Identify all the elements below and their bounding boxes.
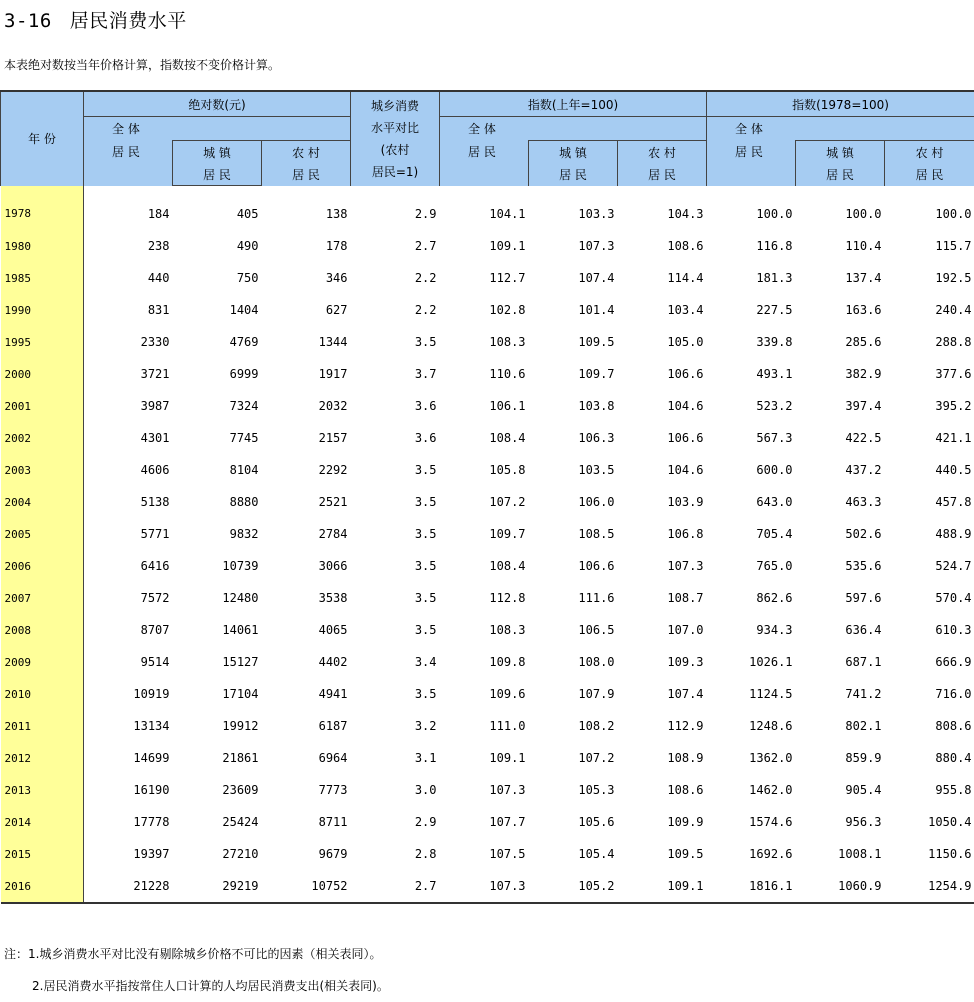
value-cell: 502.6 <box>796 518 885 550</box>
rural-header: 农 村 <box>262 141 351 164</box>
value-cell: 862.6 <box>707 582 796 614</box>
value-cell: 3.5 <box>351 326 440 358</box>
value-cell: 107.3 <box>440 870 529 903</box>
value-cell: 105.0 <box>618 326 707 358</box>
value-cell: 3987 <box>84 390 173 422</box>
value-cell: 3721 <box>84 358 173 390</box>
value-cell: 108.5 <box>529 518 618 550</box>
value-cell: 112.8 <box>440 582 529 614</box>
value-cell: 2.8 <box>351 838 440 870</box>
value-cell: 107.0 <box>618 614 707 646</box>
value-cell: 3.5 <box>351 550 440 582</box>
all-header-2: 居 民 <box>84 141 173 186</box>
value-cell: 955.8 <box>885 774 974 806</box>
year-cell: 2013 <box>1 774 84 806</box>
value-cell: 397.4 <box>796 390 885 422</box>
table-row <box>1 838 974 870</box>
table-row <box>1 774 974 806</box>
value-cell: 3538 <box>262 582 351 614</box>
value-cell: 107.2 <box>529 742 618 774</box>
absolute-header: 绝对数(元) <box>84 91 351 117</box>
ratio-header: 城乡消费 水平对比 (农村 居民=1) <box>351 91 440 186</box>
value-cell: 750 <box>173 262 262 294</box>
value-cell: 3.5 <box>351 486 440 518</box>
value-cell: 8880 <box>173 486 262 518</box>
value-cell: 3.5 <box>351 454 440 486</box>
value-cell: 181.3 <box>707 262 796 294</box>
value-cell: 240.4 <box>885 294 974 326</box>
value-cell: 716.0 <box>885 678 974 710</box>
rural-header: 农 村 <box>885 141 974 164</box>
all-header-1: 全 体 <box>440 117 707 141</box>
value-cell: 1254.9 <box>885 870 974 903</box>
value-cell: 2157 <box>262 422 351 454</box>
value-cell: 29219 <box>173 870 262 903</box>
value-cell: 493.1 <box>707 358 796 390</box>
value-cell: 1026.1 <box>707 646 796 678</box>
value-cell: 440.5 <box>885 454 974 486</box>
value-cell: 1462.0 <box>707 774 796 806</box>
value-cell: 107.4 <box>618 678 707 710</box>
value-cell: 110.6 <box>440 358 529 390</box>
value-cell: 1124.5 <box>707 678 796 710</box>
value-cell: 2.9 <box>351 806 440 838</box>
value-cell: 21861 <box>173 742 262 774</box>
value-cell: 106.0 <box>529 486 618 518</box>
table-row <box>1 262 974 294</box>
year-cell: 1980 <box>1 230 84 262</box>
value-cell: 137.4 <box>796 262 885 294</box>
value-cell: 4065 <box>262 614 351 646</box>
value-cell: 567.3 <box>707 422 796 454</box>
value-cell: 7745 <box>173 422 262 454</box>
value-cell: 109.1 <box>618 870 707 903</box>
value-cell: 7773 <box>262 774 351 806</box>
value-cell: 437.2 <box>796 454 885 486</box>
value-cell: 107.4 <box>529 262 618 294</box>
year-cell: 2005 <box>1 518 84 550</box>
value-cell: 600.0 <box>707 454 796 486</box>
urban-header: 城 镇 <box>173 141 262 164</box>
value-cell: 112.7 <box>440 262 529 294</box>
table-subtitle: 本表绝对数按当年价格计算，指数按不变价格计算。 <box>4 56 280 73</box>
rural-header-2: 居 民 <box>618 163 707 186</box>
table-row <box>1 646 974 678</box>
table-row <box>1 186 974 231</box>
value-cell: 103.3 <box>529 186 618 231</box>
value-cell: 7572 <box>84 582 173 614</box>
urban-header: 城 镇 <box>529 141 618 164</box>
value-cell: 405 <box>173 186 262 231</box>
value-cell: 597.6 <box>796 582 885 614</box>
value-cell: 107.3 <box>618 550 707 582</box>
value-cell: 288.8 <box>885 326 974 358</box>
year-cell: 2010 <box>1 678 84 710</box>
table-row <box>1 710 974 742</box>
value-cell: 8711 <box>262 806 351 838</box>
value-cell: 4941 <box>262 678 351 710</box>
value-cell: 2.9 <box>351 186 440 231</box>
table-row <box>1 454 974 486</box>
value-cell: 880.4 <box>885 742 974 774</box>
table-row <box>1 582 974 614</box>
value-cell: 192.5 <box>885 262 974 294</box>
table-body <box>1 186 974 904</box>
value-cell: 101.4 <box>529 294 618 326</box>
year-cell: 2016 <box>1 870 84 903</box>
value-cell: 705.4 <box>707 518 796 550</box>
value-cell: 105.8 <box>440 454 529 486</box>
value-cell: 956.3 <box>796 806 885 838</box>
value-cell: 138 <box>262 186 351 231</box>
value-cell: 1150.6 <box>885 838 974 870</box>
value-cell: 3.0 <box>351 774 440 806</box>
value-cell: 109.5 <box>529 326 618 358</box>
table-row <box>1 294 974 326</box>
value-cell: 100.0 <box>796 186 885 231</box>
value-cell: 109.6 <box>440 678 529 710</box>
footnote-2: 2.居民消费水平指按常住人口计算的人均居民消费支出(相关表同)。 <box>4 970 389 1002</box>
value-cell: 106.6 <box>618 358 707 390</box>
value-cell: 3.4 <box>351 646 440 678</box>
value-cell: 488.9 <box>885 518 974 550</box>
table-row <box>1 806 974 838</box>
rural-header-2: 居 民 <box>262 163 351 186</box>
value-cell: 3.6 <box>351 390 440 422</box>
value-cell: 3.6 <box>351 422 440 454</box>
value-cell: 116.8 <box>707 230 796 262</box>
value-cell: 2330 <box>84 326 173 358</box>
value-cell: 636.4 <box>796 614 885 646</box>
value-cell: 107.9 <box>529 678 618 710</box>
value-cell: 1574.6 <box>707 806 796 838</box>
value-cell: 109.7 <box>529 358 618 390</box>
value-cell: 107.5 <box>440 838 529 870</box>
value-cell: 109.1 <box>440 230 529 262</box>
value-cell: 109.1 <box>440 742 529 774</box>
value-cell: 105.4 <box>529 838 618 870</box>
year-cell: 2015 <box>1 838 84 870</box>
value-cell: 104.1 <box>440 186 529 231</box>
value-cell: 106.5 <box>529 614 618 646</box>
value-cell: 1060.9 <box>796 870 885 903</box>
value-cell: 524.7 <box>885 550 974 582</box>
value-cell: 23609 <box>173 774 262 806</box>
value-cell: 3.5 <box>351 614 440 646</box>
value-cell: 14699 <box>84 742 173 774</box>
value-cell: 3.5 <box>351 518 440 550</box>
value-cell: 104.6 <box>618 454 707 486</box>
value-cell: 2.2 <box>351 262 440 294</box>
value-cell: 10739 <box>173 550 262 582</box>
value-cell: 3.5 <box>351 582 440 614</box>
value-cell: 859.9 <box>796 742 885 774</box>
value-cell: 14061 <box>173 614 262 646</box>
year-cell: 2011 <box>1 710 84 742</box>
value-cell: 1248.6 <box>707 710 796 742</box>
value-cell: 382.9 <box>796 358 885 390</box>
value-cell: 1917 <box>262 358 351 390</box>
value-cell: 12480 <box>173 582 262 614</box>
value-cell: 905.4 <box>796 774 885 806</box>
value-cell: 111.0 <box>440 710 529 742</box>
value-cell: 339.8 <box>707 326 796 358</box>
year-cell: 2008 <box>1 614 84 646</box>
year-cell: 2001 <box>1 390 84 422</box>
value-cell: 1404 <box>173 294 262 326</box>
table-row <box>1 230 974 262</box>
value-cell: 346 <box>262 262 351 294</box>
value-cell: 1050.4 <box>885 806 974 838</box>
value-cell: 2292 <box>262 454 351 486</box>
all-header-2: 居 民 <box>440 141 529 186</box>
value-cell: 2.2 <box>351 294 440 326</box>
consumption-table <box>0 90 974 904</box>
value-cell: 6964 <box>262 742 351 774</box>
value-cell: 105.2 <box>529 870 618 903</box>
value-cell: 108.4 <box>440 550 529 582</box>
value-cell: 8707 <box>84 614 173 646</box>
value-cell: 377.6 <box>885 358 974 390</box>
year-cell: 2009 <box>1 646 84 678</box>
rural-header-2: 居 民 <box>885 163 974 186</box>
table-number: 3-16 <box>4 10 52 32</box>
year-header: 年 份 <box>1 91 84 186</box>
value-cell: 13134 <box>84 710 173 742</box>
value-cell: 934.3 <box>707 614 796 646</box>
value-cell: 7324 <box>173 390 262 422</box>
all-header-2: 居 民 <box>707 141 796 186</box>
value-cell: 107.7 <box>440 806 529 838</box>
table-row <box>1 678 974 710</box>
value-cell: 103.9 <box>618 486 707 518</box>
value-cell: 105.6 <box>529 806 618 838</box>
value-cell: 9679 <box>262 838 351 870</box>
table-row <box>1 422 974 454</box>
value-cell: 440 <box>84 262 173 294</box>
value-cell: 535.6 <box>796 550 885 582</box>
all-header-1: 全 体 <box>84 117 351 141</box>
value-cell: 627 <box>262 294 351 326</box>
value-cell: 108.9 <box>618 742 707 774</box>
value-cell: 112.9 <box>618 710 707 742</box>
value-cell: 5771 <box>84 518 173 550</box>
year-cell: 1985 <box>1 262 84 294</box>
value-cell: 2.7 <box>351 230 440 262</box>
urban-header: 城 镇 <box>796 141 885 164</box>
value-cell: 27210 <box>173 838 262 870</box>
value-cell: 4402 <box>262 646 351 678</box>
value-cell: 1816.1 <box>707 870 796 903</box>
year-cell: 1995 <box>1 326 84 358</box>
value-cell: 25424 <box>173 806 262 838</box>
value-cell: 10919 <box>84 678 173 710</box>
value-cell: 2.7 <box>351 870 440 903</box>
value-cell: 802.1 <box>796 710 885 742</box>
value-cell: 103.8 <box>529 390 618 422</box>
value-cell: 15127 <box>173 646 262 678</box>
value-cell: 421.1 <box>885 422 974 454</box>
value-cell: 178 <box>262 230 351 262</box>
value-cell: 1344 <box>262 326 351 358</box>
rural-header: 农 村 <box>618 141 707 164</box>
value-cell: 100.0 <box>707 186 796 231</box>
year-cell: 2004 <box>1 486 84 518</box>
value-cell: 741.2 <box>796 678 885 710</box>
value-cell: 104.6 <box>618 390 707 422</box>
value-cell: 111.6 <box>529 582 618 614</box>
value-cell: 4606 <box>84 454 173 486</box>
value-cell: 1692.6 <box>707 838 796 870</box>
value-cell: 106.6 <box>529 550 618 582</box>
value-cell: 422.5 <box>796 422 885 454</box>
table-row <box>1 742 974 774</box>
value-cell: 114.4 <box>618 262 707 294</box>
value-cell: 523.2 <box>707 390 796 422</box>
value-cell: 5138 <box>84 486 173 518</box>
value-cell: 108.0 <box>529 646 618 678</box>
value-cell: 108.2 <box>529 710 618 742</box>
value-cell: 3.2 <box>351 710 440 742</box>
value-cell: 6999 <box>173 358 262 390</box>
value-cell: 108.6 <box>618 230 707 262</box>
year-cell: 2014 <box>1 806 84 838</box>
value-cell: 395.2 <box>885 390 974 422</box>
year-cell: 2007 <box>1 582 84 614</box>
value-cell: 109.8 <box>440 646 529 678</box>
value-cell: 1362.0 <box>707 742 796 774</box>
value-cell: 106.6 <box>618 422 707 454</box>
value-cell: 463.3 <box>796 486 885 518</box>
value-cell: 107.3 <box>440 774 529 806</box>
value-cell: 107.3 <box>529 230 618 262</box>
value-cell: 16190 <box>84 774 173 806</box>
value-cell: 9514 <box>84 646 173 678</box>
value-cell: 106.1 <box>440 390 529 422</box>
urban-header-2: 居 民 <box>529 163 618 186</box>
value-cell: 109.3 <box>618 646 707 678</box>
value-cell: 2784 <box>262 518 351 550</box>
value-cell: 831 <box>84 294 173 326</box>
value-cell: 2521 <box>262 486 351 518</box>
value-cell: 457.8 <box>885 486 974 518</box>
value-cell: 103.4 <box>618 294 707 326</box>
table-row <box>1 614 974 646</box>
year-cell: 1990 <box>1 294 84 326</box>
value-cell: 6416 <box>84 550 173 582</box>
value-cell: 108.3 <box>440 326 529 358</box>
value-cell: 21228 <box>84 870 173 903</box>
value-cell: 610.3 <box>885 614 974 646</box>
value-cell: 570.4 <box>885 582 974 614</box>
value-cell: 108.7 <box>618 582 707 614</box>
value-cell: 108.6 <box>618 774 707 806</box>
value-cell: 107.2 <box>440 486 529 518</box>
value-cell: 8104 <box>173 454 262 486</box>
page-title <box>4 6 187 33</box>
year-cell: 2006 <box>1 550 84 582</box>
value-cell: 163.6 <box>796 294 885 326</box>
value-cell: 238 <box>84 230 173 262</box>
value-cell: 19912 <box>173 710 262 742</box>
value-cell: 4301 <box>84 422 173 454</box>
value-cell: 3.1 <box>351 742 440 774</box>
value-cell: 666.9 <box>885 646 974 678</box>
value-cell: 4769 <box>173 326 262 358</box>
value-cell: 104.3 <box>618 186 707 231</box>
value-cell: 3066 <box>262 550 351 582</box>
value-cell: 808.6 <box>885 710 974 742</box>
value-cell: 102.8 <box>440 294 529 326</box>
value-cell: 765.0 <box>707 550 796 582</box>
table-row <box>1 326 974 358</box>
all-header-1: 全 体 <box>707 117 974 141</box>
value-cell: 109.9 <box>618 806 707 838</box>
urban-header-2: 居 民 <box>173 163 262 186</box>
year-cell: 2003 <box>1 454 84 486</box>
value-cell: 17778 <box>84 806 173 838</box>
value-cell: 110.4 <box>796 230 885 262</box>
value-cell: 6187 <box>262 710 351 742</box>
value-cell: 109.7 <box>440 518 529 550</box>
value-cell: 19397 <box>84 838 173 870</box>
index-1978-header: 指数(1978=100) <box>707 91 974 117</box>
value-cell: 17104 <box>173 678 262 710</box>
table-row <box>1 518 974 550</box>
value-cell: 490 <box>173 230 262 262</box>
table-row <box>1 870 974 903</box>
value-cell: 106.3 <box>529 422 618 454</box>
value-cell: 115.7 <box>885 230 974 262</box>
value-cell: 3.7 <box>351 358 440 390</box>
value-cell: 100.0 <box>885 186 974 231</box>
value-cell: 227.5 <box>707 294 796 326</box>
year-cell: 1978 <box>1 186 84 231</box>
value-cell: 687.1 <box>796 646 885 678</box>
year-cell: 2002 <box>1 422 84 454</box>
value-cell: 108.3 <box>440 614 529 646</box>
value-cell: 9832 <box>173 518 262 550</box>
footnotes <box>4 938 389 1002</box>
value-cell: 105.3 <box>529 774 618 806</box>
year-cell: 2012 <box>1 742 84 774</box>
table-row <box>1 390 974 422</box>
year-cell: 2000 <box>1 358 84 390</box>
value-cell: 643.0 <box>707 486 796 518</box>
value-cell: 109.5 <box>618 838 707 870</box>
value-cell: 285.6 <box>796 326 885 358</box>
index-prev-header: 指数(上年=100) <box>440 91 707 117</box>
table-row <box>1 358 974 390</box>
value-cell: 3.5 <box>351 678 440 710</box>
urban-header-2: 居 民 <box>796 163 885 186</box>
table-title: 居民消费水平 <box>70 10 187 32</box>
value-cell: 10752 <box>262 870 351 903</box>
value-cell: 108.4 <box>440 422 529 454</box>
value-cell: 103.5 <box>529 454 618 486</box>
table-row <box>1 550 974 582</box>
value-cell: 1008.1 <box>796 838 885 870</box>
value-cell: 184 <box>84 186 173 231</box>
value-cell: 106.8 <box>618 518 707 550</box>
table-row <box>1 486 974 518</box>
footnote-1: 注：1.城乡消费水平对比没有剔除城乡价格不可比的因素（相关表同）。 <box>4 938 389 970</box>
value-cell: 2032 <box>262 390 351 422</box>
